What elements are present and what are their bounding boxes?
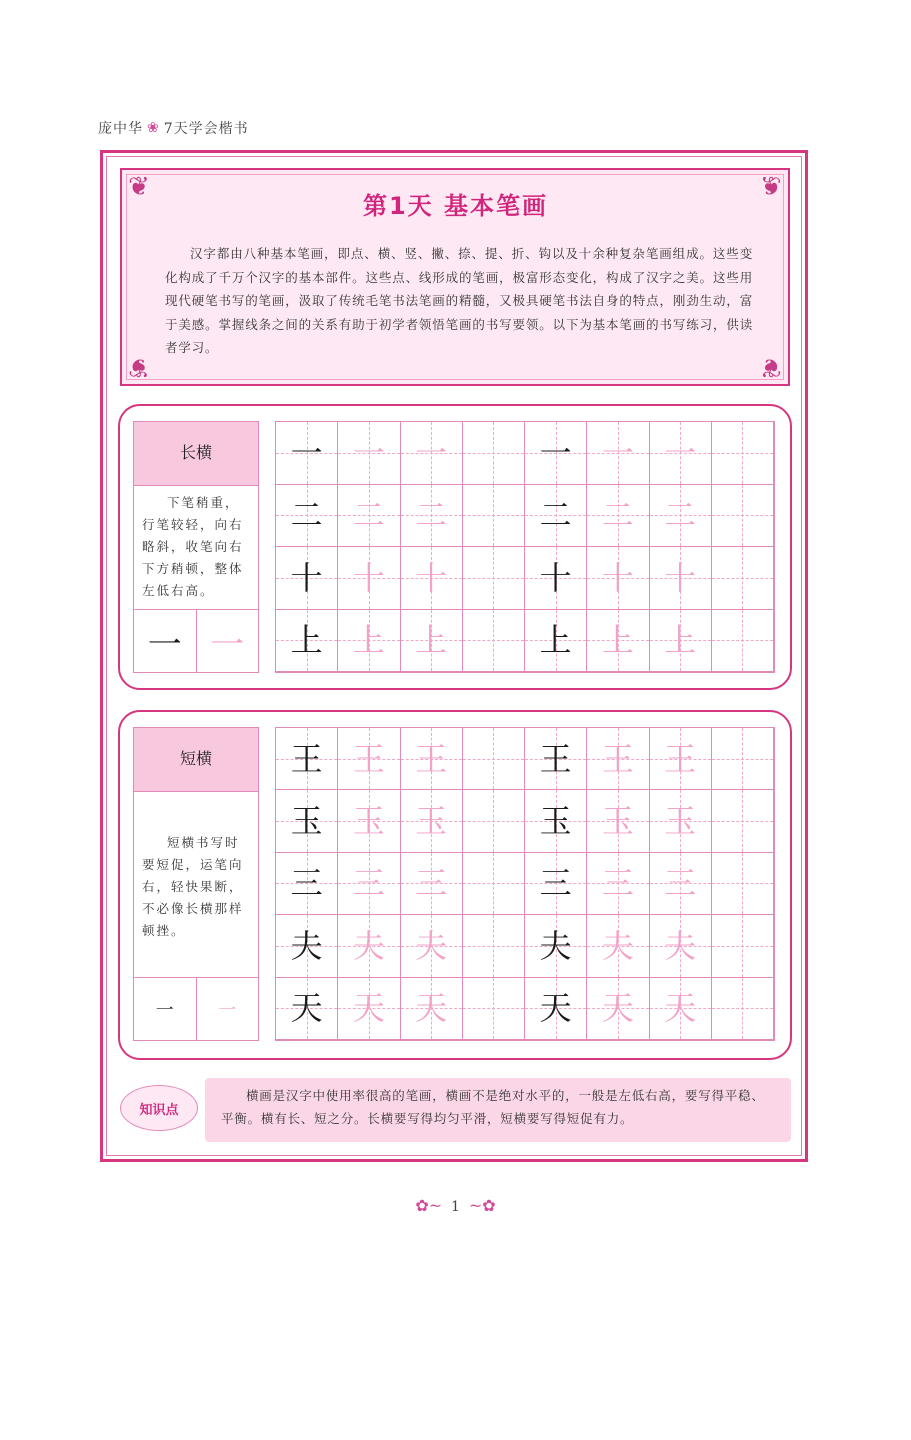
- practice-cell: [525, 790, 587, 852]
- flourish-icon: ❦: [128, 172, 150, 202]
- practice-cell: [650, 790, 712, 852]
- practice-cell: [401, 790, 463, 852]
- practice-cell: [712, 485, 774, 548]
- trace-char: 三: [664, 864, 697, 903]
- stroke-description: 短横书写时要短促，运笔向右，轻快果断，不必像长横那样顿挫。: [142, 835, 244, 938]
- trace-char: 十: [664, 558, 697, 597]
- model-char: 二: [290, 496, 323, 535]
- model-char: 玉: [290, 802, 323, 841]
- practice-cell: [587, 728, 649, 790]
- practice-cell: [338, 422, 400, 485]
- trace-char: 夫: [352, 926, 385, 965]
- stroke-demo-char: 一: [155, 1000, 174, 1021]
- trace-char: 一: [352, 433, 385, 472]
- trace-char: 二: [352, 496, 385, 535]
- stroke-name: 短横: [134, 728, 258, 792]
- practice-cell: [463, 485, 525, 548]
- practice-cell: [276, 547, 338, 610]
- practice-cell: [712, 790, 774, 852]
- page-title: 第1天 基本笔画: [362, 192, 549, 220]
- practice-cell: [525, 915, 587, 977]
- practice-cell: [338, 610, 400, 673]
- model-char: 玉: [539, 802, 572, 841]
- stroke-trace-cell: [196, 610, 259, 672]
- trace-char: 王: [601, 739, 634, 778]
- practice-cell: [463, 610, 525, 673]
- trace-char: 三: [601, 864, 634, 903]
- practice-cell: [650, 915, 712, 977]
- stroke-name: 长横: [134, 422, 258, 486]
- trace-char: 王: [352, 739, 385, 778]
- practice-cell: [587, 978, 649, 1040]
- footer-ornament-icon: ~✿: [468, 1196, 496, 1215]
- trace-char: 十: [601, 558, 634, 597]
- trace-char: 夫: [664, 926, 697, 965]
- practice-cell: [525, 422, 587, 485]
- intro-paragraph: 汉字都由八种基本笔画，即点、横、竖、撇、捺、提、折、钩以及十余种复杂笔画组成。这些变化构成了千万个汉字的基本部件。这些点、线形成的笔画，极富形态变化，构成了汉字之美。这些用现代硬笔书写的笔画，汲取了传统毛笔书法笔画的精髓，又极具硬笔书法自身的特点，刚劲生动，富于美感。掌握线条之间的关系有助于初学者领悟笔画的书写要领。以下为基本笔画的书写练习，供读者学习。: [165, 246, 753, 355]
- practice-cell: [525, 853, 587, 915]
- trace-char: 一: [664, 433, 697, 472]
- model-char: 一: [290, 433, 323, 472]
- practice-cell: [463, 978, 525, 1040]
- model-char: 十: [539, 558, 572, 597]
- trace-char: 天: [601, 989, 634, 1028]
- practice-cell: [525, 978, 587, 1040]
- footer-ornament-icon: ✿~: [415, 1196, 443, 1215]
- trace-char: 天: [664, 989, 697, 1028]
- model-char: 十: [290, 558, 323, 597]
- practice-cell: [276, 915, 338, 977]
- model-char: 二: [539, 496, 572, 535]
- practice-cell: [463, 422, 525, 485]
- practice-cell: [650, 978, 712, 1040]
- flourish-icon: ❦: [760, 352, 782, 382]
- practice-cell: [276, 790, 338, 852]
- trace-char: 天: [415, 989, 448, 1028]
- stroke-description: 下笔稍重，行笔较轻，向右略斜，收笔向右下方稍顿，整体左低右高。: [142, 495, 244, 598]
- stroke-trace-cell: [196, 978, 259, 1040]
- practice-cell: [276, 422, 338, 485]
- practice-cell: [401, 422, 463, 485]
- header-series: 7天学会楷书: [163, 121, 249, 137]
- practice-cell: [712, 547, 774, 610]
- trace-char: 一: [415, 433, 448, 472]
- stroke-demo-cell: [134, 978, 196, 1040]
- practice-cell: [712, 978, 774, 1040]
- model-char: 天: [290, 989, 323, 1028]
- flourish-icon: ❦: [128, 352, 150, 382]
- stroke-info-panel: [133, 727, 259, 1041]
- practice-cell: [712, 610, 774, 673]
- practice-cell: [712, 728, 774, 790]
- model-char: 上: [290, 621, 323, 660]
- trace-char: 玉: [664, 802, 697, 841]
- practice-cell: [525, 610, 587, 673]
- trace-char: 天: [352, 989, 385, 1028]
- page-number: 1: [451, 1199, 460, 1215]
- model-char: 夫: [290, 926, 323, 965]
- practice-cell: [650, 853, 712, 915]
- running-header: [98, 118, 249, 138]
- header-author: 庞中华: [98, 121, 143, 137]
- trace-char: 二: [664, 496, 697, 535]
- trace-char: 玉: [601, 802, 634, 841]
- practice-grid: [275, 421, 775, 673]
- trace-char: 玉: [352, 802, 385, 841]
- trace-char: 上: [415, 621, 448, 660]
- stroke-trace-char: 一: [210, 624, 245, 665]
- practice-cell: [401, 978, 463, 1040]
- practice-cell: [338, 853, 400, 915]
- stroke-trace-char: 一: [218, 1000, 237, 1021]
- practice-cell: [463, 915, 525, 977]
- practice-cell: [587, 610, 649, 673]
- practice-cell: [587, 485, 649, 548]
- model-char: 一: [539, 433, 572, 472]
- practice-cell: [401, 610, 463, 673]
- practice-cell: [401, 915, 463, 977]
- trace-char: 二: [601, 496, 634, 535]
- model-char: 天: [539, 989, 572, 1028]
- model-char: 王: [539, 739, 572, 778]
- trace-char: 十: [415, 558, 448, 597]
- practice-cell: [650, 728, 712, 790]
- stroke-demo-row: [134, 609, 258, 672]
- practice-cell: [587, 790, 649, 852]
- practice-cell: [587, 853, 649, 915]
- model-char: 夫: [539, 926, 572, 965]
- practice-cell: [276, 610, 338, 673]
- stroke-demo-cell: [134, 610, 196, 672]
- practice-cell: [712, 915, 774, 977]
- trace-char: 上: [601, 621, 634, 660]
- trace-char: 王: [664, 739, 697, 778]
- model-char: 上: [539, 621, 572, 660]
- practice-cell: [338, 547, 400, 610]
- practice-grid: [275, 727, 775, 1041]
- practice-cell: [650, 610, 712, 673]
- practice-cell: [525, 485, 587, 548]
- practice-cell: [525, 728, 587, 790]
- practice-cell: [463, 853, 525, 915]
- practice-cell: [338, 728, 400, 790]
- practice-cell: [587, 915, 649, 977]
- practice-cell: [650, 485, 712, 548]
- trace-char: 玉: [415, 802, 448, 841]
- trace-char: 王: [415, 739, 448, 778]
- practice-cell: [463, 547, 525, 610]
- practice-cell: [401, 547, 463, 610]
- knowledge-text: 横画是汉字中使用率很高的笔画，横画不是绝对水平的，一般是左低右高，要写得平稳、平衡。横有长、短之分。长横要写得均匀平滑，短横要写得短促有力。: [205, 1078, 791, 1142]
- trace-char: 夫: [601, 926, 634, 965]
- trace-char: 二: [415, 496, 448, 535]
- model-char: 三: [290, 864, 323, 903]
- header-ornament-icon: ❀: [147, 120, 160, 136]
- trace-char: 夫: [415, 926, 448, 965]
- practice-cell: [650, 547, 712, 610]
- practice-cell: [401, 728, 463, 790]
- practice-cell: [401, 485, 463, 548]
- practice-cell: [276, 485, 338, 548]
- practice-cell: [463, 790, 525, 852]
- practice-cell: [650, 422, 712, 485]
- knowledge-badge: 知识点: [120, 1085, 198, 1131]
- practice-cell: [276, 853, 338, 915]
- trace-char: 三: [352, 864, 385, 903]
- practice-cell: [276, 728, 338, 790]
- page-footer: [0, 1196, 911, 1215]
- practice-cell: [712, 422, 774, 485]
- flourish-icon: ❦: [760, 172, 782, 202]
- trace-char: 三: [415, 864, 448, 903]
- trace-char: 一: [601, 433, 634, 472]
- practice-cell: [338, 978, 400, 1040]
- practice-cell: [712, 853, 774, 915]
- practice-cell: [587, 422, 649, 485]
- model-char: 王: [290, 739, 323, 778]
- stroke-demo-row: [134, 977, 258, 1040]
- practice-cell: [338, 790, 400, 852]
- stroke-info-panel: [133, 421, 259, 673]
- practice-cell: [401, 853, 463, 915]
- practice-cell: [338, 915, 400, 977]
- trace-char: 十: [352, 558, 385, 597]
- practice-cell: [525, 547, 587, 610]
- trace-char: 上: [664, 621, 697, 660]
- practice-cell: [276, 978, 338, 1040]
- practice-cell: [338, 485, 400, 548]
- practice-cell: [587, 547, 649, 610]
- model-char: 三: [539, 864, 572, 903]
- practice-cell: [463, 728, 525, 790]
- trace-char: 上: [352, 621, 385, 660]
- stroke-demo-char: 一: [147, 624, 182, 665]
